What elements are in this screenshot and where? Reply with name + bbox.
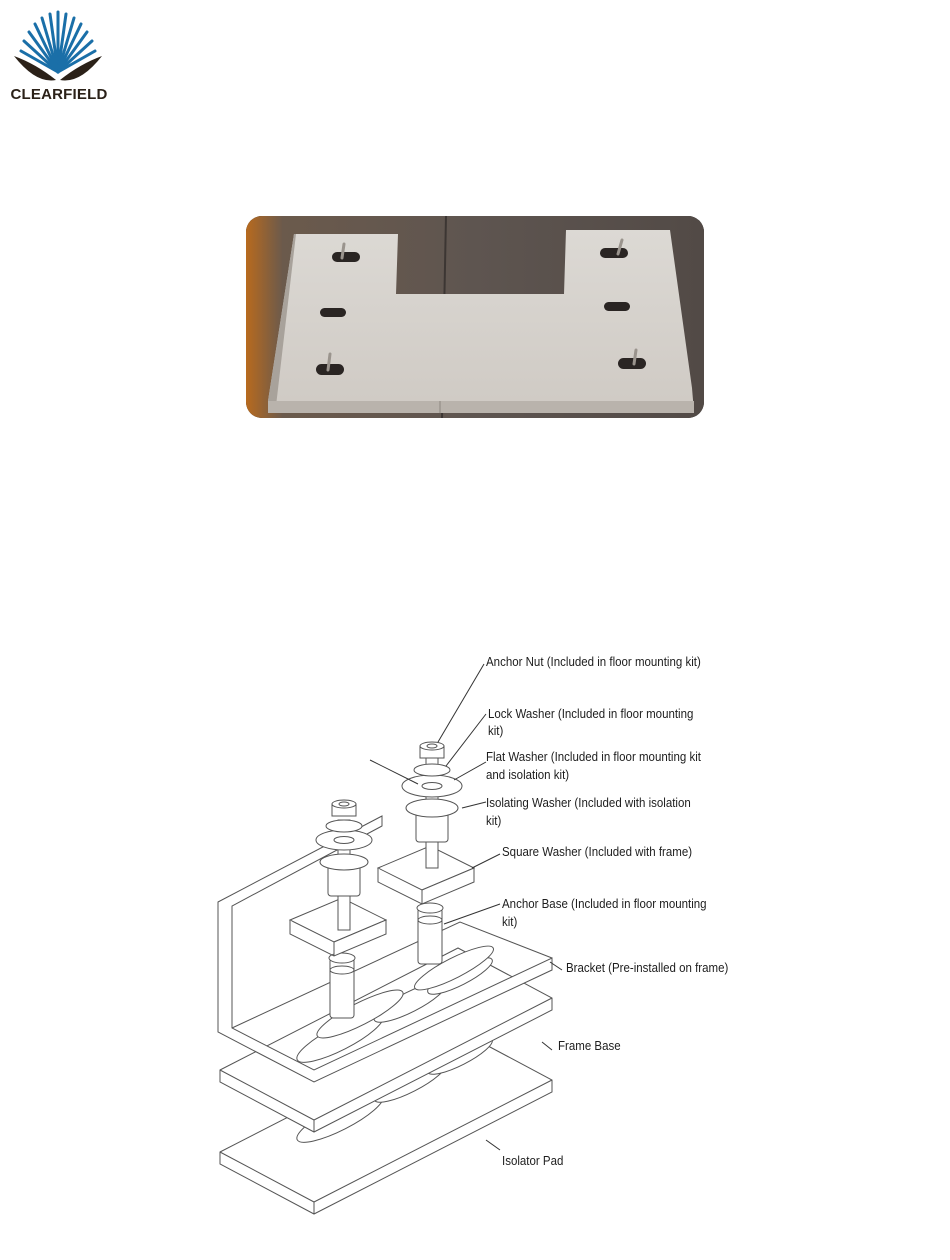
label-flat-washer-line1: Flat Washer (Included in floor mounting kit: [486, 750, 701, 764]
label-isolating-washer-line2: kit): [486, 814, 502, 828]
label-isolator-pad: Isolator Pad: [502, 1154, 564, 1168]
label-bracket: Bracket (Pre-installed on frame): [566, 961, 729, 975]
label-anchor-base-line1: Anchor Base (Included in floor mounting: [502, 897, 707, 911]
floor-bracket-photo: [246, 216, 704, 418]
label-frame-base: Frame Base: [558, 1039, 621, 1053]
logo-wordmark: CLEARFIELD: [10, 86, 108, 103]
label-lock-washer-line2: kit): [488, 724, 504, 738]
label-flat-washer-line2: and isolation kit): [486, 768, 570, 782]
clearfield-logo: [6, 6, 116, 106]
label-anchor-base-line2: kit): [502, 915, 518, 929]
label-square-washer: Square Washer (Included with frame): [502, 845, 693, 859]
label-lock-washer-line1: Lock Washer (Included in floor mounting: [488, 707, 694, 721]
label-isolating-washer-line1: Isolating Washer (Included with isolation: [486, 796, 691, 810]
clearfield-logo-mark: [6, 6, 116, 88]
label-anchor-nut: Anchor Nut (Included in floor mounting kit): [486, 655, 701, 669]
floor-mount-exploded-diagram: [210, 640, 770, 1220]
bracket-photo-image: [246, 216, 704, 418]
